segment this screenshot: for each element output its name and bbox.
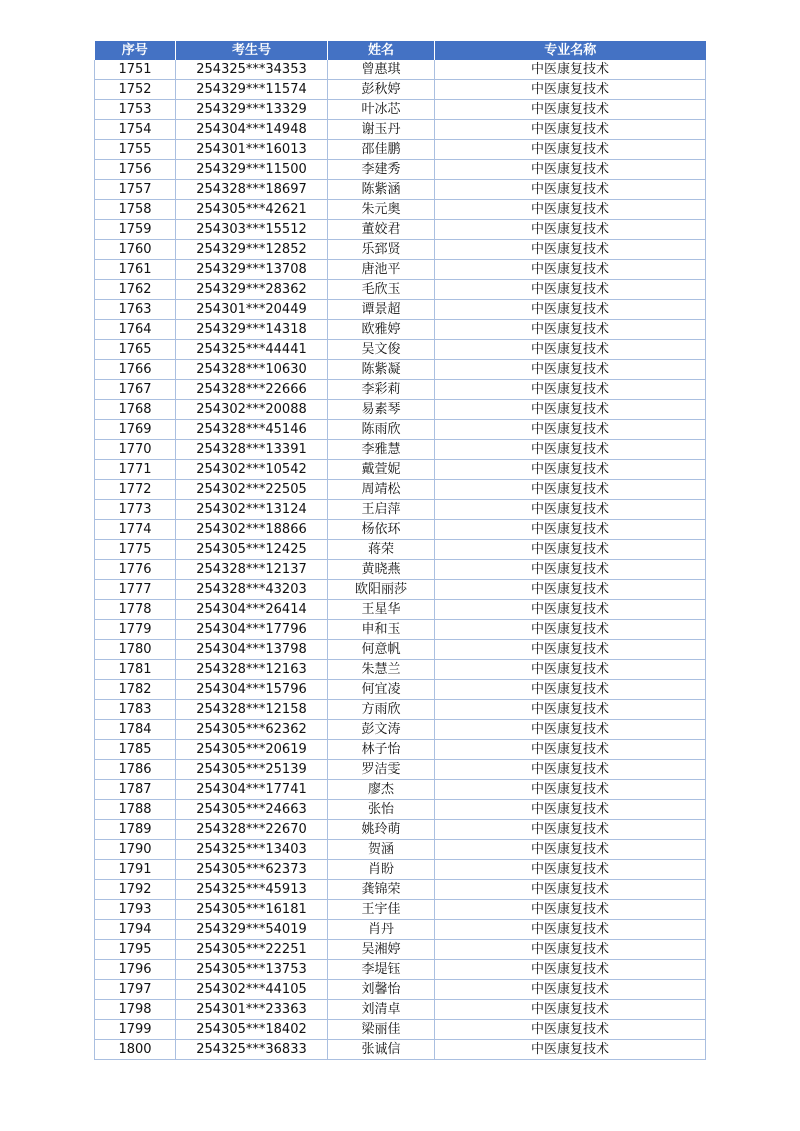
major-cell: 中医康复技术 [435, 280, 706, 300]
table-row [95, 340, 706, 360]
exam-number-cell: 254305***16181 [176, 900, 328, 920]
exam-number-cell: 254328***43203 [176, 580, 328, 600]
major-cell: 中医康复技术 [435, 880, 706, 900]
major-cell: 中医康复技术 [435, 960, 706, 980]
major-cell: 中医康复技术 [435, 400, 706, 420]
table-row [95, 240, 706, 260]
major-cell: 中医康复技术 [435, 1040, 706, 1060]
table-row [95, 680, 706, 700]
table-row [95, 660, 706, 680]
name-cell: 刘清卓 [328, 1000, 435, 1020]
exam-number-cell: 254304***17796 [176, 620, 328, 640]
name-cell: 贺涵 [328, 840, 435, 860]
table-row [95, 740, 706, 760]
name-cell: 李彩莉 [328, 380, 435, 400]
table-row [95, 260, 706, 280]
name-cell: 肖丹 [328, 920, 435, 940]
exam-number-cell: 254301***16013 [176, 140, 328, 160]
serial-number-cell: 1795 [95, 940, 176, 960]
name-cell: 周靖松 [328, 480, 435, 500]
name-cell: 陈紫涵 [328, 180, 435, 200]
serial-number-cell: 1758 [95, 200, 176, 220]
serial-number-cell: 1781 [95, 660, 176, 680]
serial-number-cell: 1752 [95, 80, 176, 100]
exam-number-cell: 254304***17741 [176, 780, 328, 800]
serial-number-cell: 1772 [95, 480, 176, 500]
serial-number-cell: 1789 [95, 820, 176, 840]
name-cell: 姚玲萌 [328, 820, 435, 840]
major-cell: 中医康复技术 [435, 600, 706, 620]
name-cell: 叶冰芯 [328, 100, 435, 120]
major-cell: 中医康复技术 [435, 980, 706, 1000]
name-cell: 张诚信 [328, 1040, 435, 1060]
exam-number-cell: 254301***20449 [176, 300, 328, 320]
serial-number-cell: 1773 [95, 500, 176, 520]
major-cell: 中医康复技术 [435, 420, 706, 440]
name-cell: 彭秋婷 [328, 80, 435, 100]
serial-number-cell: 1793 [95, 900, 176, 920]
name-cell: 乐郅贤 [328, 240, 435, 260]
major-cell: 中医康复技术 [435, 580, 706, 600]
exam-number-cell: 254329***28362 [176, 280, 328, 300]
name-cell: 王星华 [328, 600, 435, 620]
exam-number-cell: 254328***12137 [176, 560, 328, 580]
serial-number-cell: 1763 [95, 300, 176, 320]
serial-number-cell: 1787 [95, 780, 176, 800]
table-row [95, 960, 706, 980]
serial-number-cell: 1777 [95, 580, 176, 600]
serial-number-cell: 1778 [95, 600, 176, 620]
major-cell: 中医康复技术 [435, 520, 706, 540]
name-cell: 吴文俊 [328, 340, 435, 360]
exam-number-cell: 254325***36833 [176, 1040, 328, 1060]
exam-number-cell: 254301***23363 [176, 1000, 328, 1020]
name-cell: 刘馨怡 [328, 980, 435, 1000]
name-cell: 毛欣玉 [328, 280, 435, 300]
serial-number-cell: 1784 [95, 720, 176, 740]
major-cell: 中医康复技术 [435, 540, 706, 560]
serial-number-cell: 1762 [95, 280, 176, 300]
table-row [95, 700, 706, 720]
name-cell: 申和玉 [328, 620, 435, 640]
exam-number-cell: 254329***54019 [176, 920, 328, 940]
exam-number-cell: 254305***18402 [176, 1020, 328, 1040]
name-cell: 彭文涛 [328, 720, 435, 740]
name-cell: 杨依环 [328, 520, 435, 540]
exam-number-cell: 254305***13753 [176, 960, 328, 980]
table-row [95, 320, 706, 340]
serial-number-cell: 1767 [95, 380, 176, 400]
serial-number-cell: 1753 [95, 100, 176, 120]
exam-number-cell: 254328***12158 [176, 700, 328, 720]
major-cell: 中医康复技术 [435, 620, 706, 640]
exam-number-cell: 254325***45913 [176, 880, 328, 900]
exam-number-cell: 254328***22666 [176, 380, 328, 400]
major-cell: 中医康复技术 [435, 720, 706, 740]
exam-number-cell: 254329***13708 [176, 260, 328, 280]
major-cell: 中医康复技术 [435, 700, 706, 720]
exam-number-cell: 254304***14948 [176, 120, 328, 140]
table-row [95, 860, 706, 880]
exam-number-cell: 254305***25139 [176, 760, 328, 780]
header-exam-number: 考生号 [176, 41, 328, 60]
major-cell: 中医康复技术 [435, 640, 706, 660]
major-cell: 中医康复技术 [435, 260, 706, 280]
serial-number-cell: 1791 [95, 860, 176, 880]
table-row [95, 620, 706, 640]
table-row [95, 420, 706, 440]
table-row [95, 60, 706, 80]
exam-number-cell: 254305***62373 [176, 860, 328, 880]
serial-number-cell: 1798 [95, 1000, 176, 1020]
table-row [95, 540, 706, 560]
major-cell: 中医康复技术 [435, 360, 706, 380]
exam-number-cell: 254328***22670 [176, 820, 328, 840]
major-cell: 中医康复技术 [435, 680, 706, 700]
major-cell: 中医康复技术 [435, 440, 706, 460]
table-row [95, 720, 706, 740]
exam-number-cell: 254328***10630 [176, 360, 328, 380]
name-cell: 易素琴 [328, 400, 435, 420]
table-row [95, 560, 706, 580]
name-cell: 唐池平 [328, 260, 435, 280]
exam-number-cell: 254302***44105 [176, 980, 328, 1000]
table-row [95, 200, 706, 220]
table-row [95, 160, 706, 180]
table-row [95, 580, 706, 600]
table-row [95, 1020, 706, 1040]
table-row [95, 780, 706, 800]
name-cell: 张怡 [328, 800, 435, 820]
serial-number-cell: 1797 [95, 980, 176, 1000]
serial-number-cell: 1770 [95, 440, 176, 460]
name-cell: 董姣君 [328, 220, 435, 240]
exam-number-cell: 254302***18866 [176, 520, 328, 540]
serial-number-cell: 1792 [95, 880, 176, 900]
major-cell: 中医康复技术 [435, 820, 706, 840]
table-row [95, 820, 706, 840]
table-row [95, 800, 706, 820]
serial-number-cell: 1788 [95, 800, 176, 820]
table-row [95, 220, 706, 240]
serial-number-cell: 1751 [95, 60, 176, 80]
name-cell: 陈紫凝 [328, 360, 435, 380]
serial-number-cell: 1759 [95, 220, 176, 240]
serial-number-cell: 1754 [95, 120, 176, 140]
serial-number-cell: 1783 [95, 700, 176, 720]
serial-number-cell: 1786 [95, 760, 176, 780]
serial-number-cell: 1779 [95, 620, 176, 640]
major-cell: 中医康复技术 [435, 840, 706, 860]
exam-number-cell: 254303***15512 [176, 220, 328, 240]
exam-number-cell: 254329***13329 [176, 100, 328, 120]
exam-number-cell: 254305***62362 [176, 720, 328, 740]
serial-number-cell: 1771 [95, 460, 176, 480]
exam-number-cell: 254328***13391 [176, 440, 328, 460]
name-cell: 廖杰 [328, 780, 435, 800]
name-cell: 何意帆 [328, 640, 435, 660]
table-row [95, 500, 706, 520]
name-cell: 曾惠琪 [328, 60, 435, 80]
header-name: 姓名 [328, 41, 435, 60]
exam-number-cell: 254325***13403 [176, 840, 328, 860]
serial-number-cell: 1782 [95, 680, 176, 700]
major-cell: 中医康复技术 [435, 380, 706, 400]
serial-number-cell: 1769 [95, 420, 176, 440]
table-row [95, 980, 706, 1000]
major-cell: 中医康复技术 [435, 120, 706, 140]
exam-number-cell: 254328***12163 [176, 660, 328, 680]
table-row [95, 940, 706, 960]
table-row [95, 1040, 706, 1060]
exam-number-cell: 254325***44441 [176, 340, 328, 360]
table-row [95, 100, 706, 120]
table-row [95, 400, 706, 420]
name-cell: 李雅慧 [328, 440, 435, 460]
table-row [95, 380, 706, 400]
serial-number-cell: 1764 [95, 320, 176, 340]
table-row [95, 300, 706, 320]
serial-number-cell: 1760 [95, 240, 176, 260]
major-cell: 中医康复技术 [435, 140, 706, 160]
exam-number-cell: 254305***22251 [176, 940, 328, 960]
table-row [95, 280, 706, 300]
name-cell: 谭景超 [328, 300, 435, 320]
serial-number-cell: 1785 [95, 740, 176, 760]
major-cell: 中医康复技术 [435, 940, 706, 960]
serial-number-cell: 1790 [95, 840, 176, 860]
major-cell: 中医康复技术 [435, 180, 706, 200]
serial-number-cell: 1780 [95, 640, 176, 660]
table-row [95, 460, 706, 480]
major-cell: 中医康复技术 [435, 780, 706, 800]
major-cell: 中医康复技术 [435, 460, 706, 480]
name-cell: 蒋荣 [328, 540, 435, 560]
table-row [95, 480, 706, 500]
name-cell: 陈雨欣 [328, 420, 435, 440]
name-cell: 朱慧兰 [328, 660, 435, 680]
table-row [95, 920, 706, 940]
name-cell: 欧雅婷 [328, 320, 435, 340]
table-row [95, 760, 706, 780]
major-cell: 中医康复技术 [435, 920, 706, 940]
table-header [95, 41, 706, 60]
major-cell: 中医康复技术 [435, 320, 706, 340]
serial-number-cell: 1756 [95, 160, 176, 180]
serial-number-cell: 1761 [95, 260, 176, 280]
major-cell: 中医康复技术 [435, 660, 706, 680]
major-cell: 中医康复技术 [435, 80, 706, 100]
name-cell: 王启萍 [328, 500, 435, 520]
exam-number-cell: 254328***45146 [176, 420, 328, 440]
name-cell: 罗洁雯 [328, 760, 435, 780]
name-cell: 黄晓燕 [328, 560, 435, 580]
name-cell: 龚锦荣 [328, 880, 435, 900]
exam-number-cell: 254325***34353 [176, 60, 328, 80]
table-row [95, 360, 706, 380]
serial-number-cell: 1766 [95, 360, 176, 380]
name-cell: 何宜凌 [328, 680, 435, 700]
table-row [95, 80, 706, 100]
name-cell: 李堤钰 [328, 960, 435, 980]
major-cell: 中医康复技术 [435, 900, 706, 920]
major-cell: 中医康复技术 [435, 220, 706, 240]
name-cell: 朱元奥 [328, 200, 435, 220]
table-row [95, 180, 706, 200]
major-cell: 中医康复技术 [435, 240, 706, 260]
admission-list-table [94, 41, 706, 1060]
major-cell: 中医康复技术 [435, 60, 706, 80]
serial-number-cell: 1757 [95, 180, 176, 200]
exam-number-cell: 254329***11574 [176, 80, 328, 100]
major-cell: 中医康复技术 [435, 200, 706, 220]
exam-number-cell: 254304***15796 [176, 680, 328, 700]
name-cell: 肖盼 [328, 860, 435, 880]
name-cell: 戴萱妮 [328, 460, 435, 480]
major-cell: 中医康复技术 [435, 1020, 706, 1040]
major-cell: 中医康复技术 [435, 560, 706, 580]
major-cell: 中医康复技术 [435, 300, 706, 320]
exam-number-cell: 254328***18697 [176, 180, 328, 200]
serial-number-cell: 1765 [95, 340, 176, 360]
major-cell: 中医康复技术 [435, 740, 706, 760]
exam-number-cell: 254304***26414 [176, 600, 328, 620]
major-cell: 中医康复技术 [435, 1000, 706, 1020]
table-row [95, 600, 706, 620]
table-body [95, 60, 706, 1060]
exam-number-cell: 254302***22505 [176, 480, 328, 500]
serial-number-cell: 1755 [95, 140, 176, 160]
serial-number-cell: 1799 [95, 1020, 176, 1040]
serial-number-cell: 1800 [95, 1040, 176, 1060]
exam-number-cell: 254305***20619 [176, 740, 328, 760]
major-cell: 中医康复技术 [435, 160, 706, 180]
exam-number-cell: 254302***13124 [176, 500, 328, 520]
name-cell: 方雨欣 [328, 700, 435, 720]
serial-number-cell: 1775 [95, 540, 176, 560]
exam-number-cell: 254302***20088 [176, 400, 328, 420]
serial-number-cell: 1768 [95, 400, 176, 420]
major-cell: 中医康复技术 [435, 100, 706, 120]
name-cell: 林子怡 [328, 740, 435, 760]
name-cell: 李建秀 [328, 160, 435, 180]
major-cell: 中医康复技术 [435, 500, 706, 520]
exam-number-cell: 254329***12852 [176, 240, 328, 260]
table-row [95, 640, 706, 660]
major-cell: 中医康复技术 [435, 860, 706, 880]
major-cell: 中医康复技术 [435, 800, 706, 820]
table-row [95, 440, 706, 460]
header-major: 专业名称 [435, 41, 706, 60]
name-cell: 梁丽佳 [328, 1020, 435, 1040]
header-row [95, 41, 706, 60]
exam-number-cell: 254304***13798 [176, 640, 328, 660]
table-row [95, 140, 706, 160]
major-cell: 中医康复技术 [435, 480, 706, 500]
major-cell: 中医康复技术 [435, 340, 706, 360]
header-serial-number: 序号 [95, 41, 176, 60]
table-row [95, 120, 706, 140]
name-cell: 吴湘婷 [328, 940, 435, 960]
serial-number-cell: 1774 [95, 520, 176, 540]
exam-number-cell: 254305***42621 [176, 200, 328, 220]
exam-number-cell: 254305***24663 [176, 800, 328, 820]
exam-number-cell: 254329***11500 [176, 160, 328, 180]
name-cell: 邵佳鹏 [328, 140, 435, 160]
table-row [95, 1000, 706, 1020]
serial-number-cell: 1794 [95, 920, 176, 940]
table-row [95, 880, 706, 900]
table-row [95, 520, 706, 540]
exam-number-cell: 254305***12425 [176, 540, 328, 560]
table-row [95, 840, 706, 860]
exam-number-cell: 254302***10542 [176, 460, 328, 480]
name-cell: 王宇佳 [328, 900, 435, 920]
name-cell: 谢玉丹 [328, 120, 435, 140]
serial-number-cell: 1776 [95, 560, 176, 580]
major-cell: 中医康复技术 [435, 760, 706, 780]
table-row [95, 900, 706, 920]
exam-number-cell: 254329***14318 [176, 320, 328, 340]
serial-number-cell: 1796 [95, 960, 176, 980]
name-cell: 欧阳丽莎 [328, 580, 435, 600]
